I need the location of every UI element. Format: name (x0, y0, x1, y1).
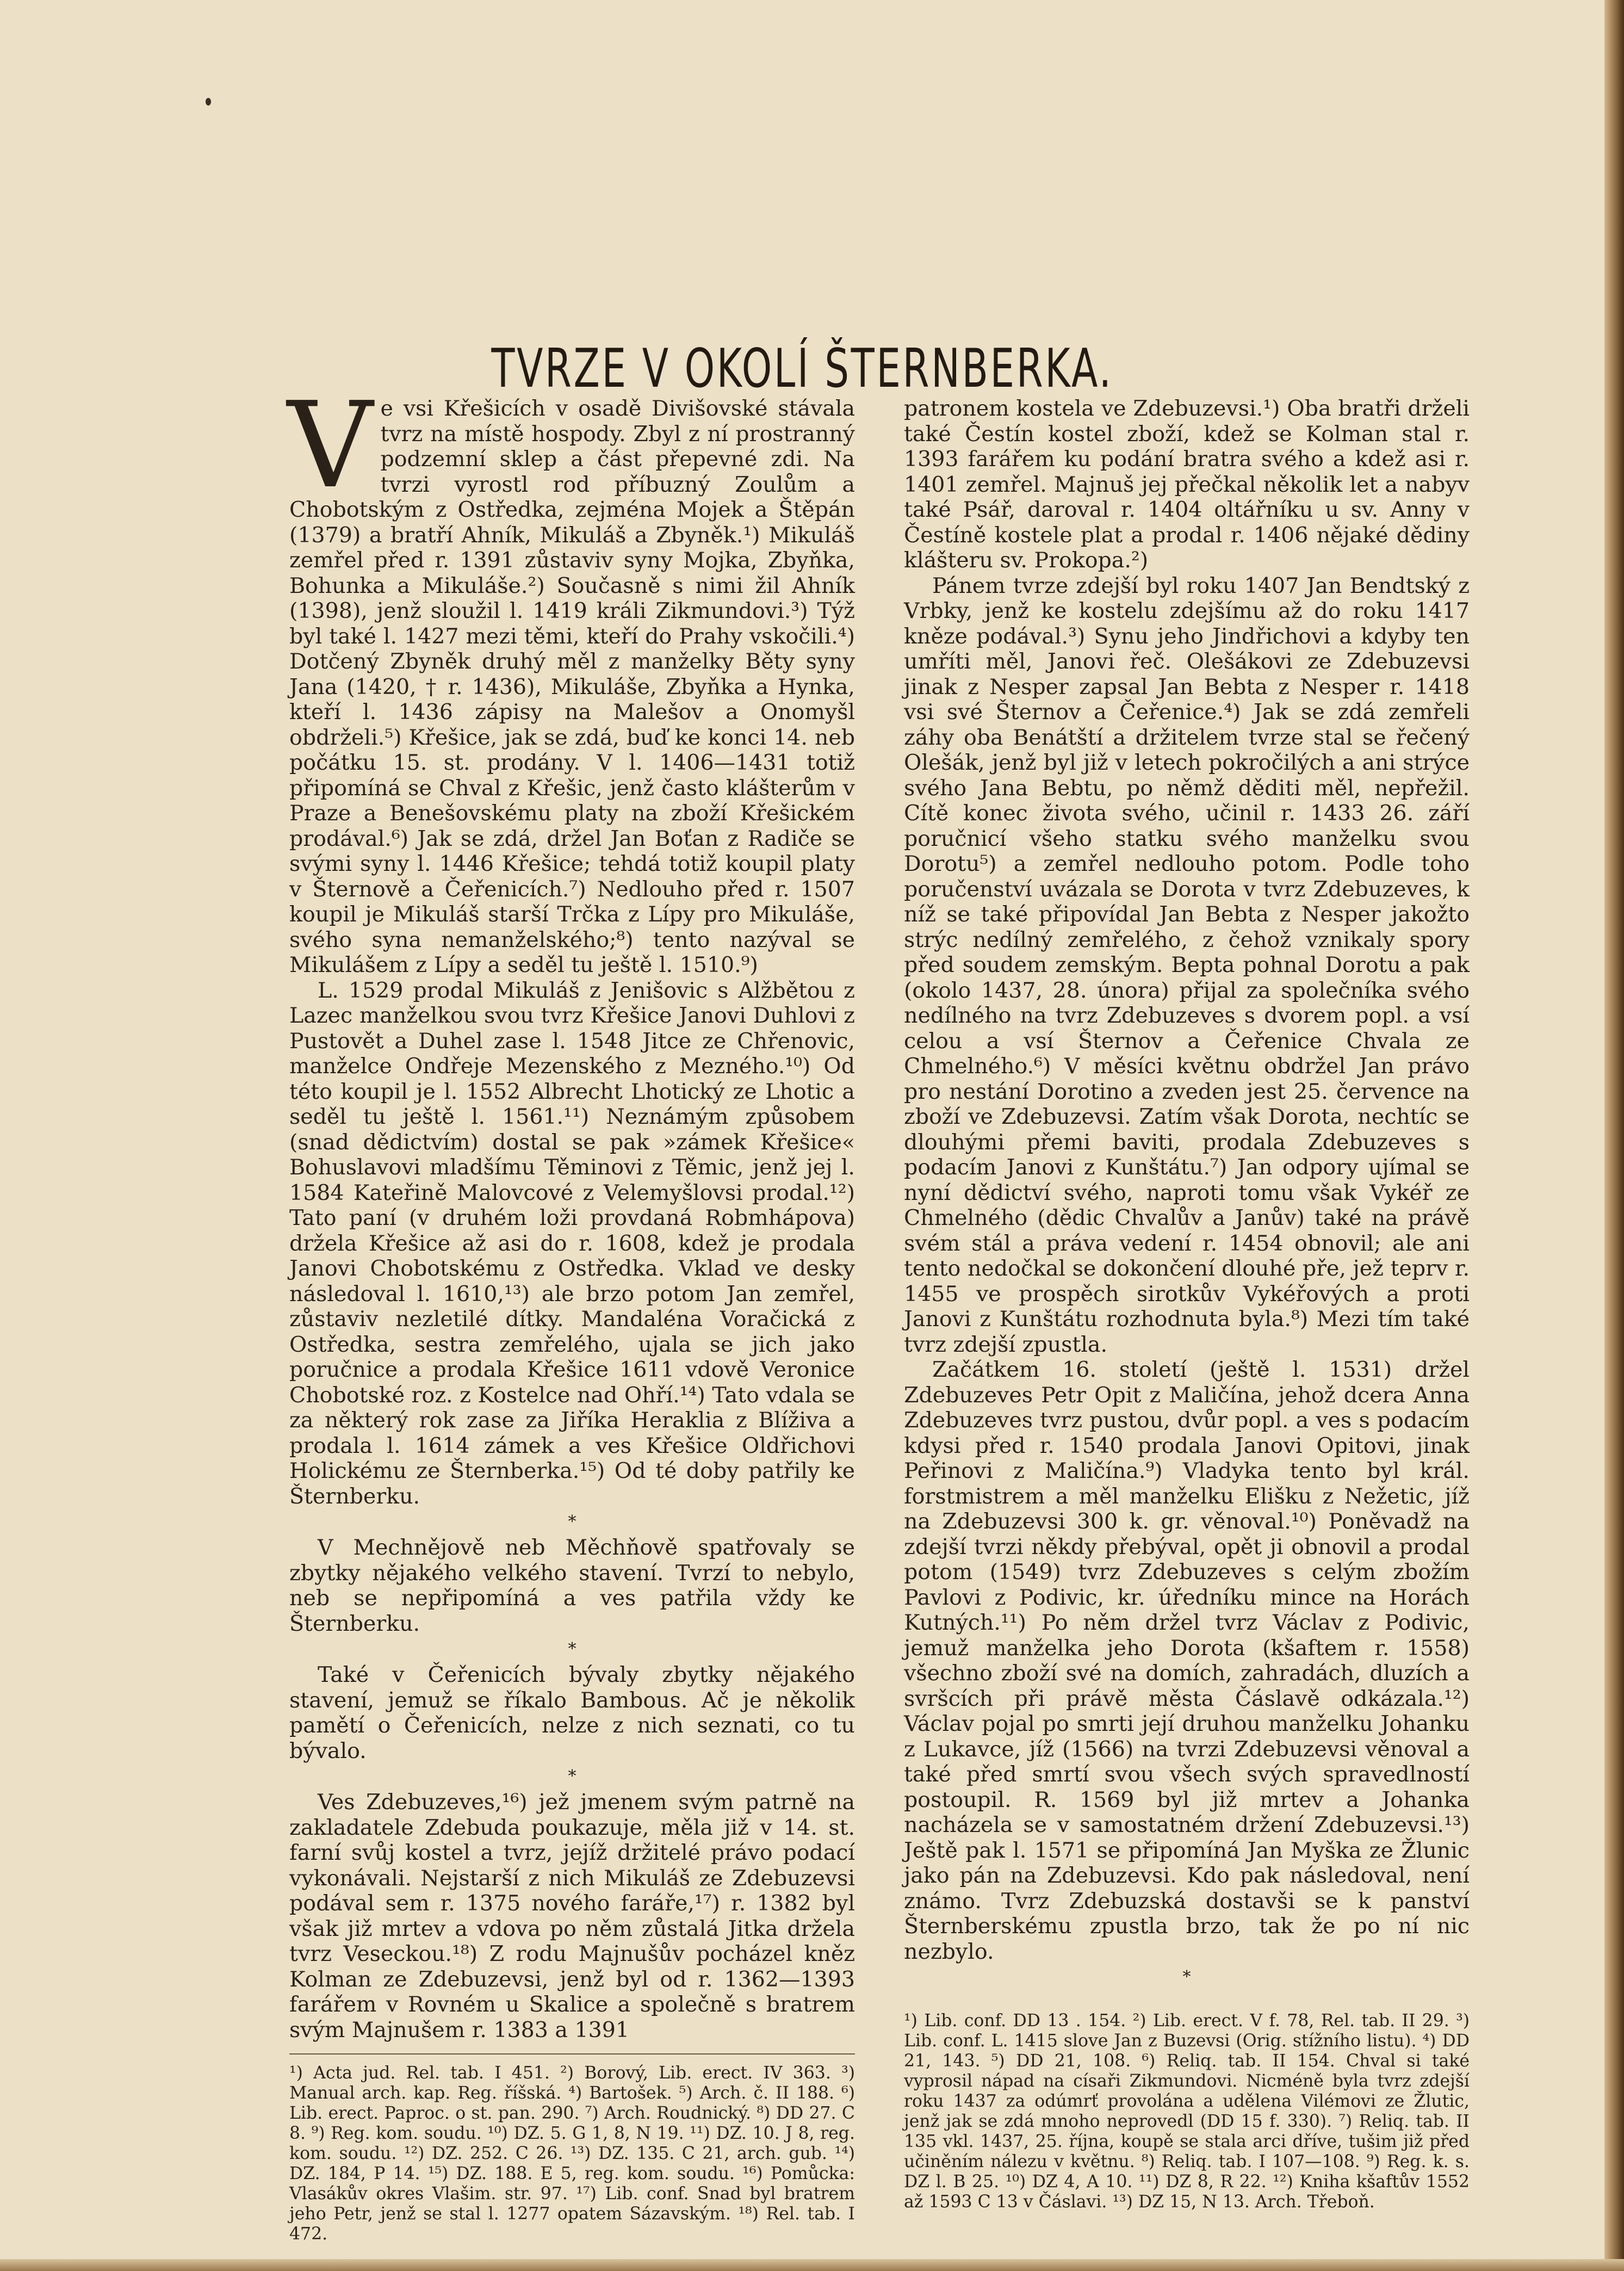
paragraph-kresice-1529: L. 1529 prodal Mikuláš z Jenišovic s Alžbětou z Lazec manželkou svou tvrz Křešice Janovi Duhlovi z Pustovět a Duhel zase l. 1548 Jitce ze Chřenovic, manželce Ondřeje Mezenského z Mezného.¹⁰) Od této koupil je l. 1552 Albrecht Lhotický ze Lhotic a seděl tu ještě l. 1561.¹¹) Neznámým způsobem (snad dědictvím) dostal se pak »zámek Křešice« Bohuslavovi mladšímu Těminovi z Těmic, jenž jej l. 1584 Kateřině Malovcové z Velemyšlovsi prodal.¹²) Tato paní (v druhém loži provdaná Robmhápova) držela Křešice až asi do r. 1608, kdež je prodala Janovi Chobotskému z Ostředka. Vklad ve desky následoval l. 1610,¹³) ale brzo potom Jan zemřel, zůstaviv nezletilé dítky. Mandaléna Voračická z Ostředka, sestra zemřelého, ujala se jich jako poručnice a prodala Křešice 1611 vdově Veronice Chobotské roz. z Kostelce nad Ohří.¹⁴) Tato vdala se za některý rok zase za Jiříka Heraklia z Blíživa a prodala l. 1614 zámek a ves Křešice Oldřichovi Holickému ze Šternberka.¹⁵) Od té doby patřily ke Šternberku. (289, 977, 855, 1509)
paragraph-cerenice: Také v Čeřenicích bývaly zbytky nějakého stavení, jemuž se říkalo Bambous. Ač je několik pamětí o Čeřenicích, nelze z nich seznati, co tu bývalo. (289, 1662, 855, 1763)
left-column (287, 377, 855, 2244)
paragraph-continuation: patronem kostela ve Zdebuzevsi.¹) Oba bratři drželi také Čestín kostel zboží, kdež se Kolman stal r. 1393 farářem ku podání bratra svého a kdež asi r. 1401 zemřel. Majnuš jej přečkal několik let a nabyv také Psář, daroval r. 1404 oltářníku u sv. Anny v Čestíně kostele plat a prodal r. 1406 nějaké dědiny klášteru sv. Prokopa.²) (904, 396, 1470, 573)
book-page-bottom-edge (0, 2259, 1624, 2271)
footnotes-left: ¹) Acta jud. Rel. tab. I 451. ²) Borový, Lib. erect. IV 363. ³) Manual arch. kap. Reg. říšská. ⁴) Bartošek. ⁵) Arch. č. II 188. ⁶) Lib. erect. Paproc. o st. pan. 290. ⁷) Arch. Roudnický. ⁸) DD 27. C 8. ⁹) Reg. kom. soudu. ¹⁰) DZ. 5. G 1, 8, N 19. ¹¹) DZ. 10. J 8, reg. kom. soudu. ¹²) DZ. 252. C 26. ¹³) DZ. 135. C 21, arch. gub. ¹⁴) DZ. 184, P 14. ¹⁵) DZ. 188. E 5, reg. kom. soudu. ¹⁶) Pomůcka: Vlasákův okres Vlašim. str. 97. ¹⁷) Lib. conf. Snad byl bratrem jeho Petr, jenž se stal l. 1277 opatem Sázavským. ¹⁸) Rel. tab. I 472. (289, 2053, 855, 2244)
paragraph-text: e vsi Křešicích v osadě Divišovské stávala tvrz na místě hospody. Zbyl z ní prostranný podzemní sklep a část přepevné zdi. Na tvrzi vyrostl rod příbuzný Zoulům a Chobotským z Ostředka, zejména Mojek a Štěpán (1379) a bratří Ahník, Mikuláš a Zbyněk.¹) Mikuláš zemřel před r. 1391 zůstaviv syny Mojka, Zbyňka, Bohunka a Mikuláše.²) Současně s nimi žil Ahník (1398), jenž sloužil l. 1419 králi Zikmundovi.³) Týž byl také l. 1427 mezi těmi, kteří do Prahy vskočili.⁴) Dotčený Zbyněk druhý měl z manželky Běty syny Jana (1420, † r. 1436), Mikuláše, Zbyňka a Hynka, kteří l. 1436 zápisy na Malešov a Onomyšl obdrželi.⁵) Křešice, jak se zdá, buď ke konci 14. neb počátku 15. st. prodány. V l. 1406—1431 totiž připomíná se Chval z Křešic, jenž často klášterům v Praze a Benešovskému platy na zboží Křešickém prodával.⁶) Jak se zdá, držel Jan Boťan z Radiče se svými syny l. 1446 Křešice; tehdá totiž koupil platy v Šternově a Čeřenicích.⁷) Nedlouho před r. 1507 koupil je Mikuláš starší Trčka z Lípy pro Mikuláše, svého syna nemanželského;⁸) tento nazýval se Mikulášem z Lípy a seděl tu ještě l. 1510.⁹) (289, 396, 855, 977)
ink-speck (206, 98, 211, 106)
section-separator: * (1182, 1967, 1191, 1987)
book-page-edge (1604, 0, 1624, 2271)
section-separator: * (568, 1512, 577, 1531)
right-column (904, 396, 1470, 2212)
section-separator: * (568, 1639, 577, 1659)
paragraph-kresice (287, 377, 855, 978)
paragraph-zdebuzeves: Ves Zdebuzeves,¹⁶) jež jmenem svým patrně na zakladatele Zdebuda poukazuje, měla již v 14. st. farní svůj kostel a tvrz, jejíž držitelé právo podací vykonávali. Nejstarší z nich Mikuláš ze Zdebuzevsi podával sem r. 1375 nového faráře,¹⁷) r. 1382 byl však již mrtev a vdova po něm zůstalá Jitka držela tvrz Veseckou.¹⁸) Z rodu Majnušův pocházel kněz Kolman ze Zdebuzevsi, jenž byl od r. 1362—1393 farářem v Rovném u Skalice a společně s bratrem svým Majnušem r. 1383 a 1391 (289, 1790, 855, 2043)
paragraph-mechnejov: V Mechnějově neb Měchňově spatřovaly se zbytky nějakého velkého stavení. Tvrzí to nebylo, neb se nepřipomíná a ves patřila vždy ke Šternberku. (289, 1535, 855, 1636)
section-separator: * (568, 1767, 577, 1786)
footnotes-right: ¹) Lib. conf. DD 13 . 154. ²) Lib. erect. V f. 78, Rel. tab. II 29. ³) Lib. conf. L. 1415 slove Jan z Buzevsi (Orig. stížního listu). ⁴) DD 21, 143. ⁵) DD 21, 108. ⁶) Reliq. tab. II 154. Chval si také vyprosil nápad na císaři Zikmundovi. Nicméně byla tvrz zdejší roku 1437 za odúmrť provolána a udělena Vilémovi ze Žlutic, jenž jak se zdá mnoho neprovedl (DD 15 f. 330). ⁷) Reliq. tab. II 135 vkl. 1437, 25. října, koupě se stala arci dříve, tušim již před učiněním nálezu v květnu. ⁸) Reliq. tab. I 107—108. ⁹) Reg. k. s. DZ l. B 25. ¹⁰) DZ 4, A 10. ¹¹) DZ 8, R 22. ¹²) Kniha kšaftův 1552 až 1593 C 13 v Čáslavi. ¹³) DZ 15, N 13. Arch. Třeboň. (904, 2011, 1470, 2212)
drop-cap: V (287, 377, 373, 515)
paragraph-zdebuzeves-1407: Pánem tvrze zdejší byl roku 1407 Jan Bendtský z Vrbky, jenž ke kostelu zdejšímu až do roku 1417 kněze podával.³) Synu jeho Jindřichovi a kdyby ten umříti měl, Janovi řeč. Olešákovi ze Zdebuzevsi jinak z Nesper zapsal Jan Bebta z Nesper r. 1418 vsi své Šternov a Čeřenice.⁴) Jak se zdá zemřeli záhy oba Benátští a držitelem tvrze stal se řečený Olešák, jenž byl již v letech pokročilých a ani strýce svého Jana Bebtu, po němž děditi měl, nepřežil. Cítě konec života svého, učinil r. 1433 26. září poručnicí všeho statku svého manželku svou Dorotu⁵) a zemřel nedlouho potom. Podle toho poručenství uvázala se Dorota v tvrz Zdebuzeves, k níž se také připovídal Jan Bebta z Nesper jakožto strýc nedílný zemřelého, z čehož vznikaly spory před soudem zemským. Bepta pohnal Dorotu a pak (okolo 1437, 28. února) přijal za společníka svého nedílného na tvrz Zdebuzeves s dvorem popl. a vsí celou a vsí Šternov a Čeřenice Chvala ze Chmelného.⁶) V měsíci květnu obdržel Jan právo pro nestání Dorotino a zveden jest 25. července na zboží ve Zdebuzevsi. Zatím však Dorota, nechtíc se dlouhými přemi baviti, prodala Zdebuzeves s podacím Janovi z Kunštátu.⁷) Jan odpory ujímal se nyní dědictví svého, naproti tomu však Vykéř ze Chmelného (dědic Chvalův a Janův) také na právě svém stál a práva vedení r. 1454 obnovil; ale ani tento nedočkal se dokončení dlouhé pře, jež teprv r. 1455 ve prospěch sirotkův Vykéřových a proti Janovi z Kunštátu rozhodnuta byla.⁸) Mezi tím také tvrz zdejší zpustla. (904, 573, 1470, 1357)
page-title: TVRZE V OKOLÍ ŠTERNBERKA. (491, 337, 1113, 400)
paragraph-zdebuzeves-16th-century: Začátkem 16. století (ještě l. 1531) držel Zdebuzeves Petr Opit z Maličína, jehož dcera Anna Zdebuzeves tvrz pustou, dvůr popl. a ves s podacím kdysi před r. 1540 prodala Janovi Opitovi, jinak Peřinovi z Maličína.⁹) Vladyka tento byl král. forstmistrem a měl manželku Elišku z Nežetic, jíž na Zdebuzevsi 300 k. gr. věnoval.¹⁰) Poněvadž na zdejší tvrzi někdy přebýval, opět ji obnovil a prodal potom (1549) tvrz Zdebuzeves s celým zbožím Pavlovi z Podivic, kr. úředníku mince na Horách Kutných.¹¹) Po něm držel tvrz Václav z Podivic, jemuž manželka jeho Dorota (kšaftem r. 1558) všechno zboží své na domích, zahradách, dluzích a svršcích při právě města Čáslavě odkázala.¹²) Václav pojal po smrti její druhou manželku Johanku z Lukavce, jíž (1566) na tvrzi Zdebuzevsi věnoval a také před smrtí svou všech svých spravedlností postoupil. R. 1569 byl již mrtev a Johanka nacházela se v samostatném držení Zdebuzevsi.¹³) Ještě pak l. 1571 se připomíná Jan Myška ze Žlunic jako pán na Zdebuzevsi. Kdo pak následoval, není známo. Tvrz Zdebuzská dostavši se k panství Šternberskému zpustla brzo, tak že po ní nic nezbylo. (904, 1357, 1470, 1964)
